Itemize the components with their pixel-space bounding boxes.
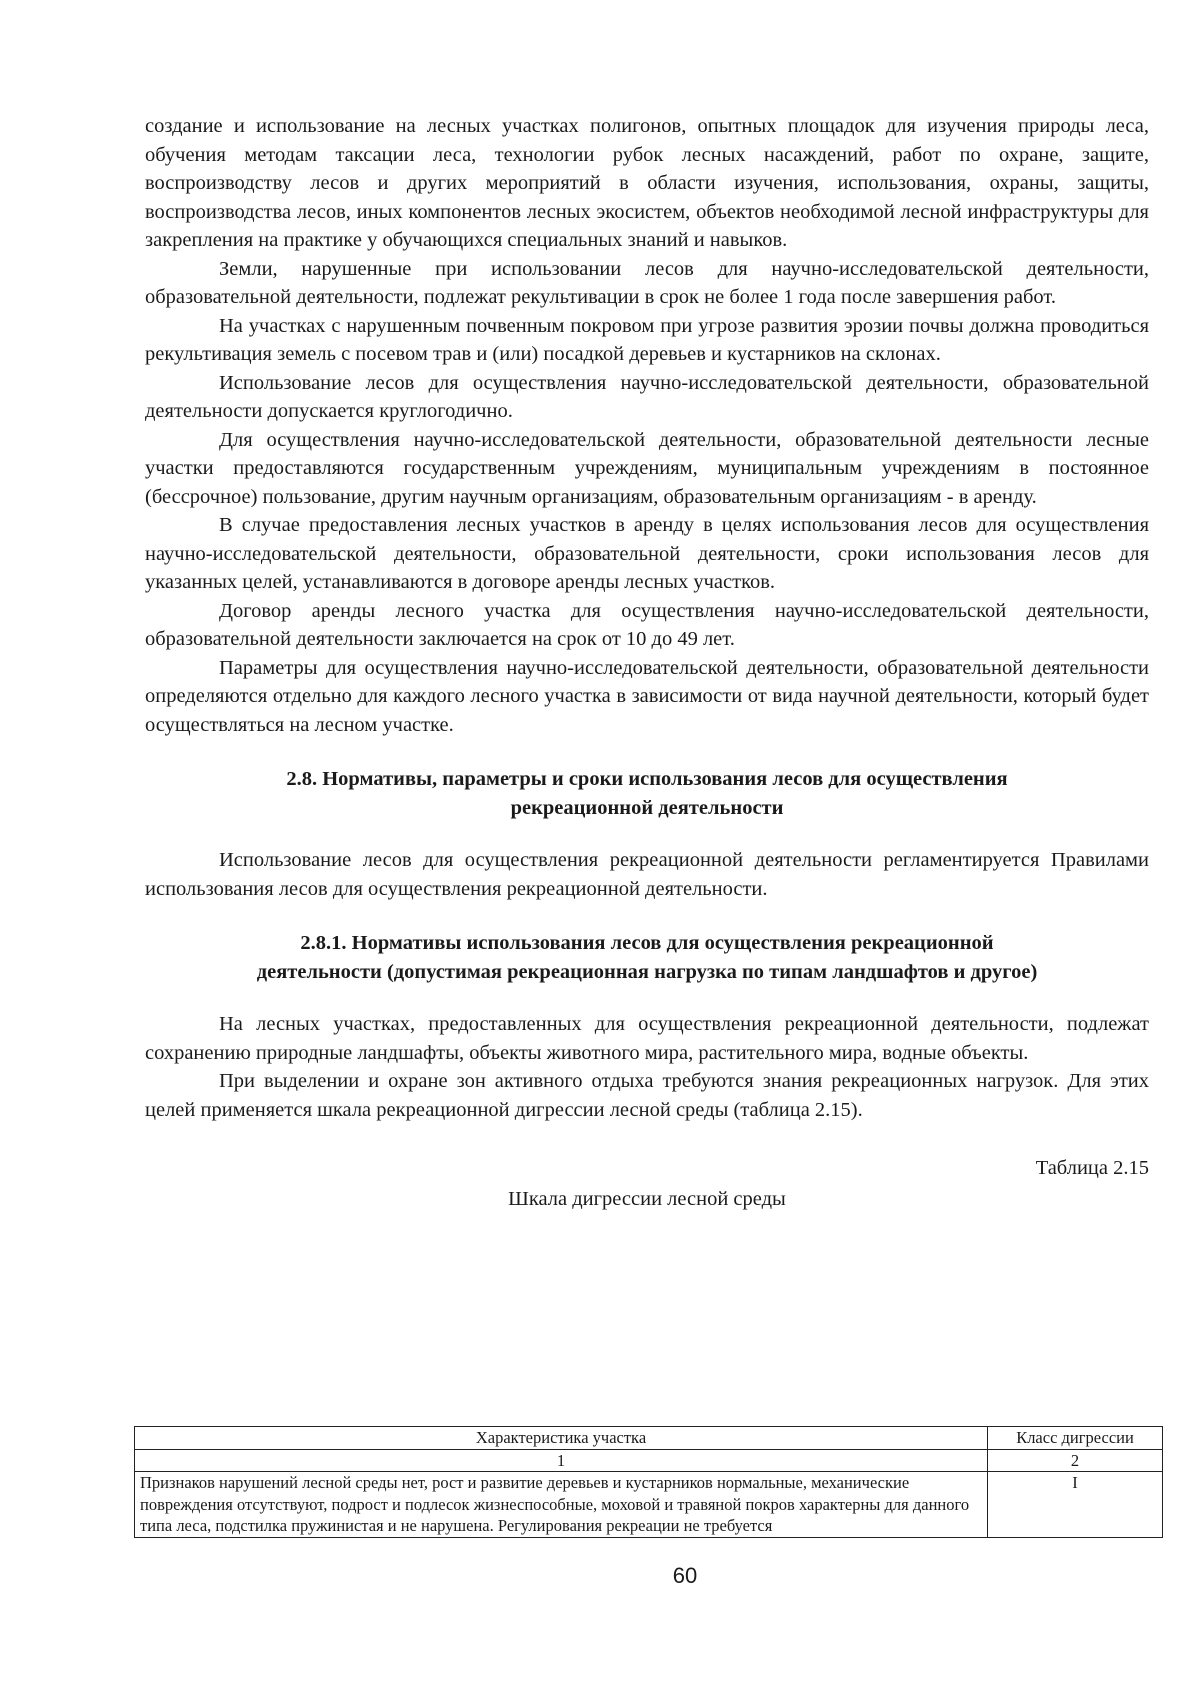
paragraph-8: Параметры для осуществления научно-исследовательской деятельности, образовательной деятельности определяются отдельно для каждого лесного участка в зависимости от вида научной деятельности, который будет осуществляться на лесном участке.: [145, 656, 1149, 736]
section-heading-2-8-line2: рекреационной деятельности: [510, 796, 784, 819]
table-column-number-1: 1: [135, 1449, 988, 1472]
section-heading-2-8-1: [145, 929, 1149, 986]
document-page: [145, 112, 1149, 1213]
paragraph-4: Использование лесов для осуществления научно-исследовательской деятельности, образовательной деятельности допускается круглогодично.: [145, 371, 1149, 422]
section-2-8-1-paragraph-2: При выделении и охране зон активного отдыха требуются знания рекреационных нагрузок. Для этих целей применяется шкала рекреационной дигрессии лесной среды (таблица 2.15).: [145, 1070, 1149, 1121]
table-column-number-2: 2: [988, 1449, 1163, 1472]
section-heading-2-8-1-line1: 2.8.1. Нормативы использования лесов для осуществления рекреационной: [300, 932, 994, 954]
table-header-row: [135, 1427, 1163, 1450]
table-title: Шкала дигрессии лесной среды: [508, 1187, 786, 1210]
paragraph-7: Договор аренды лесного участка для осуществления научно-исследовательской деятельности, образовательной деятельности заключается на срок от 10 до 49 лет.: [145, 599, 1149, 650]
table-reference: Таблица 2.15: [1035, 1157, 1149, 1179]
table-cell-class: I: [988, 1472, 1163, 1538]
table-number-row: [135, 1449, 1163, 1472]
page-number: 60: [672, 1563, 698, 1588]
section-2-8-1-paragraph-1: На лесных участках, предоставленных для осуществления рекреационной деятельности, подлежат сохранению природные ландшафты, объекты животного мира, растительного мира, водные объекты.: [145, 1013, 1149, 1064]
paragraph-3: На участках с нарушенным почвенным покровом при угрозе развития эрозии почвы должна проводиться рекультивация земель с посевом трав и (или) посадкой деревьев и кустарников на склонах.: [145, 314, 1149, 365]
paragraph-1: создание и использование на лесных участках полигонов, опытных площадок для изучения природы леса, обучения методам таксации леса, технологии рубок лесных насаждений, работ по охране, защите, воспроизводству лесов и других мероприятий в области изучения, использования, охраны, защиты, воспроизводства лесов, иных компонентов лесных экосистем, объектов необходимой лесной инфраструктуры для закрепления на практике у обучающихся специальных знаний и навыков.: [145, 115, 1149, 251]
table-cell-characteristic: Признаков нарушений лесной среды нет, рост и развитие деревьев и кустарников нормальные, механические повреждения отсутствуют, подрост и подлесок жизнеспособные, моховой и травяной покров характерны для данного типа леса, подстилка пружинистая и не нарушена. Регулирования рекреации не требуется: [135, 1472, 988, 1538]
paragraph-6: В случае предоставления лесных участков в аренду в целях использования лесов для осуществления научно-исследовательской деятельности, образовательной деятельности, сроки использования лесов для указанных целей, устанавливаются в договоре аренды лесных участков.: [145, 514, 1149, 593]
paragraph-5: Для осуществления научно-исследовательской деятельности, образовательной деятельности лесные участки предоставляются государственным учреждениям, муниципальным учреждениям в постоянное (бессрочное) пользование, другим научным организациям, образовательным организациям - в аренду.: [145, 428, 1149, 508]
table-header-characteristic: Характеристика участка: [135, 1427, 988, 1450]
table-header-class: Класс дигрессии: [988, 1427, 1163, 1450]
section-heading-2-8-line1: 2.8. Нормативы, параметры и сроки использования лесов для осуществления: [286, 768, 1008, 790]
paragraph-2: Земли, нарушенные при использовании лесов для научно-исследовательской деятельности, образовательной деятельности, подлежат рекультивации в срок не более 1 года после завершения работ.: [145, 257, 1149, 308]
digression-table: [134, 1426, 1163, 1538]
table-row: [135, 1472, 1163, 1538]
section-heading-2-8-1-line2: деятельности (допустимая рекреационная нагрузка по типам ландшафтов и другое): [256, 960, 1038, 983]
section-heading-2-8: [145, 765, 1149, 822]
section-2-8-text: Использование лесов для осуществления рекреационной деятельности регламентируется Правилами использования лесов для осуществления рекреационной деятельности.: [145, 849, 1149, 900]
